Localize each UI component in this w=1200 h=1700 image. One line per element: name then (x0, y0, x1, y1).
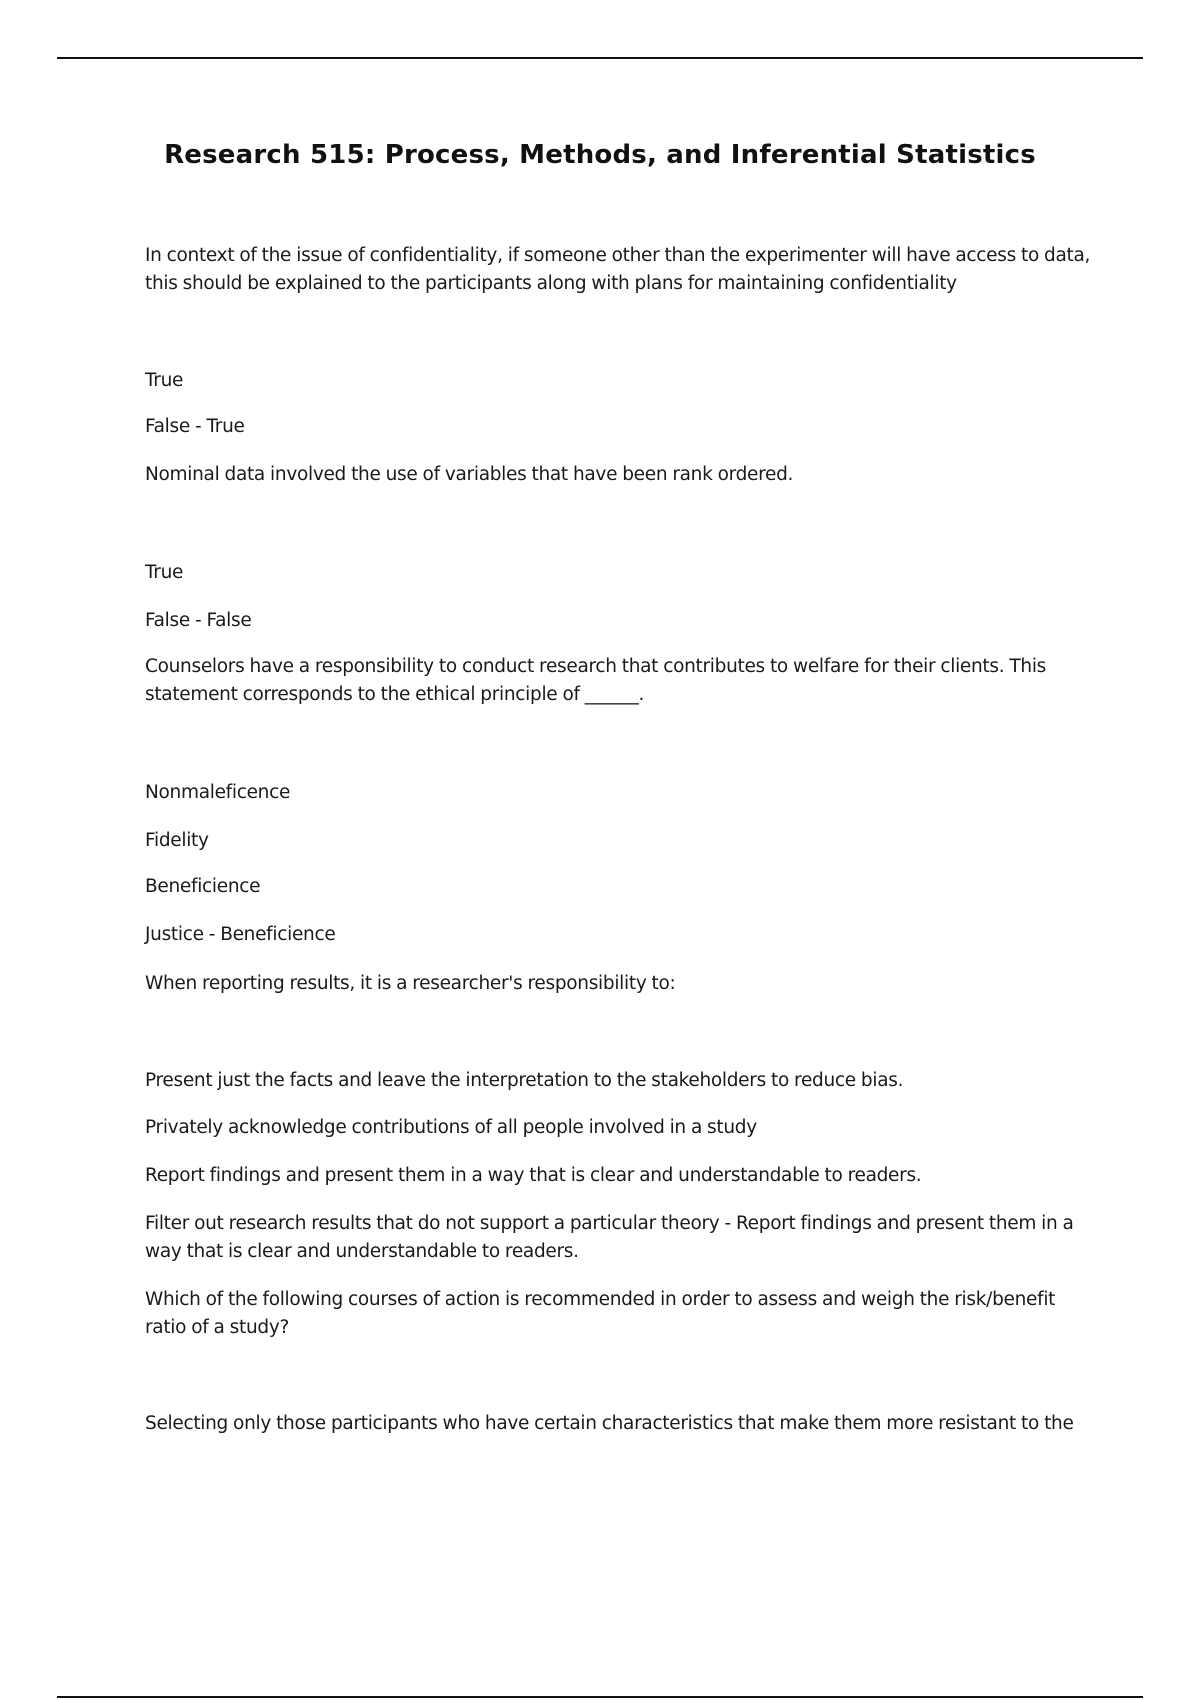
option-beneficience: Beneficience (145, 876, 261, 897)
option-present-facts: Present just the facts and leave the interpretation to the stakeholders to reduce bias. (145, 1070, 904, 1091)
option-report-findings: Report findings and present them in a way that is clear and understandable to readers. (145, 1165, 922, 1186)
option-fidelity: Fidelity (145, 830, 209, 851)
question-reporting-results: When reporting results, it is a researcher's responsibility to: (145, 973, 676, 994)
question-ethical-principle: Counselors have a responsibility to conduct research that contributes to welfare for their clients. This statement corresponds to the ethical principle of ______. (145, 656, 1046, 705)
question-nominal-data: Nominal data involved the use of variables that have been rank ordered. (145, 464, 794, 485)
question-risk-benefit: Which of the following courses of action is recommended in order to assess and weigh the risk/benefit ratio of a study? (145, 1289, 1056, 1338)
option-privately-acknowledge: Privately acknowledge contributions of all people involved in a study (145, 1117, 757, 1138)
option-filter-answer: Filter out research results that do not support a particular theory - Report findings and present them in a way that is clear and understandable to readers. (145, 1213, 1074, 1262)
question-confidentiality: In context of the issue of confidentiality, if someone other than the experimenter will have access to data, this should be explained to the participants along with plans for maintaining confidentiality (145, 245, 1091, 294)
option-selecting-participants: Selecting only those participants who have certain characteristics that make them more resistant to the (145, 1413, 1074, 1434)
option-justice-answer: Justice - Beneficience (145, 924, 336, 945)
footer-rule (57, 1696, 1143, 1698)
header-rule (57, 57, 1143, 59)
option-false-answer: False - True (145, 416, 245, 437)
option-nonmaleficence: Nonmaleficence (145, 782, 291, 803)
option-true: True (145, 562, 184, 583)
option-true: True (145, 370, 184, 391)
option-false-answer: False - False (145, 610, 252, 631)
document-title: Research 515: Process, Methods, and Inferential Statistics (164, 140, 1036, 170)
